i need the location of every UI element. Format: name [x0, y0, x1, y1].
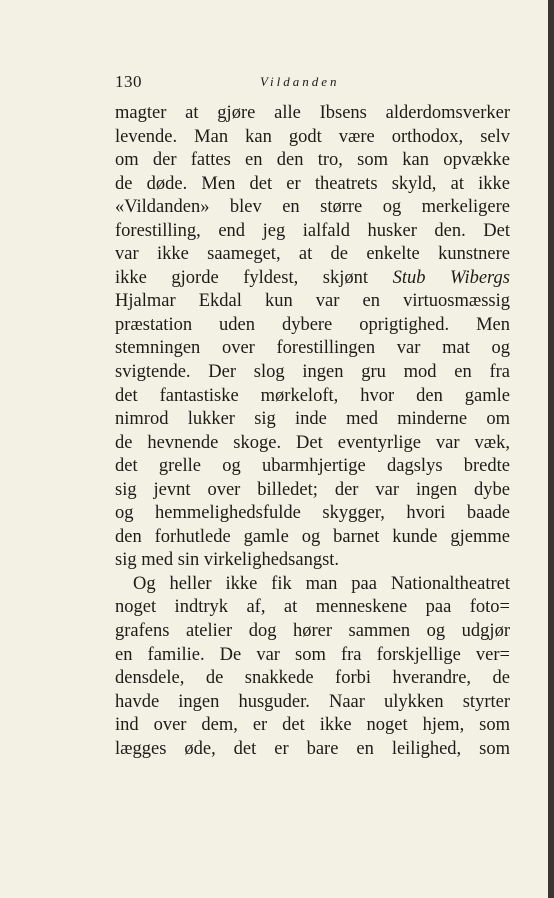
text-line: en familie. De var som fra forskjellige ver=	[115, 644, 510, 665]
text-line: ind over dem, er det ikke noget hjem, som	[115, 715, 510, 736]
page-number: 130	[115, 72, 142, 91]
text-line: de døde. Men det er theatrets skyld, at ikke	[115, 173, 510, 194]
text-line: var ikke saameget, at de enkelte kunstnere	[115, 244, 510, 265]
text-line: svigtende. Der slog ingen gru mod en fra	[115, 362, 510, 383]
paragraph-start-line: Og heller ikke fik man paa Nationaltheatret	[133, 573, 510, 594]
text-line: havde ingen husguder. Naar ulykken styrter	[115, 691, 510, 712]
text-segment: ikke gjorde fyldest, skjønt	[115, 267, 369, 288]
text-line: lægges øde, det er bare en leilighed, som	[115, 738, 510, 759]
text-line: densdele, de snakkede forbi hverandre, de	[115, 668, 510, 689]
text-line: det grelle og ubarmhjertige dagslys bredte	[115, 456, 510, 477]
page-edge	[548, 0, 554, 898]
body-text	[115, 102, 510, 761]
running-title: Vildanden	[260, 74, 340, 89]
text-line: sig jevnt over billedet; der var ingen dybe	[115, 479, 510, 500]
text-line: stemningen over forestillingen var mat og	[115, 338, 510, 359]
text-line: de hevnende skoge. Det eventyrlige var væk,	[115, 432, 510, 453]
text-line: Hjalmar Ekdal kun var en virtuosmæssig	[115, 291, 510, 312]
text-line: og hemmelighedsfulde skygger, hvori baade	[115, 503, 510, 524]
paragraph-end-line: sig med sin virkelighedsangst.	[115, 550, 340, 571]
text-line: forestilling, end jeg ialfald husker den. Det	[115, 220, 510, 241]
text-line: nimrod lukker sig inde med minderne om	[115, 409, 510, 430]
text-line: magter at gjøre alle Ibsens alderdomsverker	[115, 103, 510, 123]
text-line: grafens atelier dog hører sammen og udgjør	[115, 621, 510, 642]
text-line: levende. Man kan godt være orthodox, selv	[115, 126, 510, 147]
page-header	[115, 72, 510, 92]
italic-name: Stub Wibergs	[392, 267, 511, 288]
text-line: præstation uden dybere oprigtighed. Men	[115, 314, 510, 335]
text-line: noget indtryk af, at menneskene paa foto=	[115, 597, 510, 618]
text-line: om der fattes en den tro, som kan opvække	[115, 150, 510, 171]
text-line: den forhutlede gamle og barnet kunde gjemme	[115, 526, 510, 547]
text-line: det fantastiske mørkeloft, hvor den gamle	[115, 385, 510, 406]
text-line-with-italic	[115, 267, 510, 291]
text-line: «Vildanden» blev en større og merkeligere	[115, 197, 510, 218]
